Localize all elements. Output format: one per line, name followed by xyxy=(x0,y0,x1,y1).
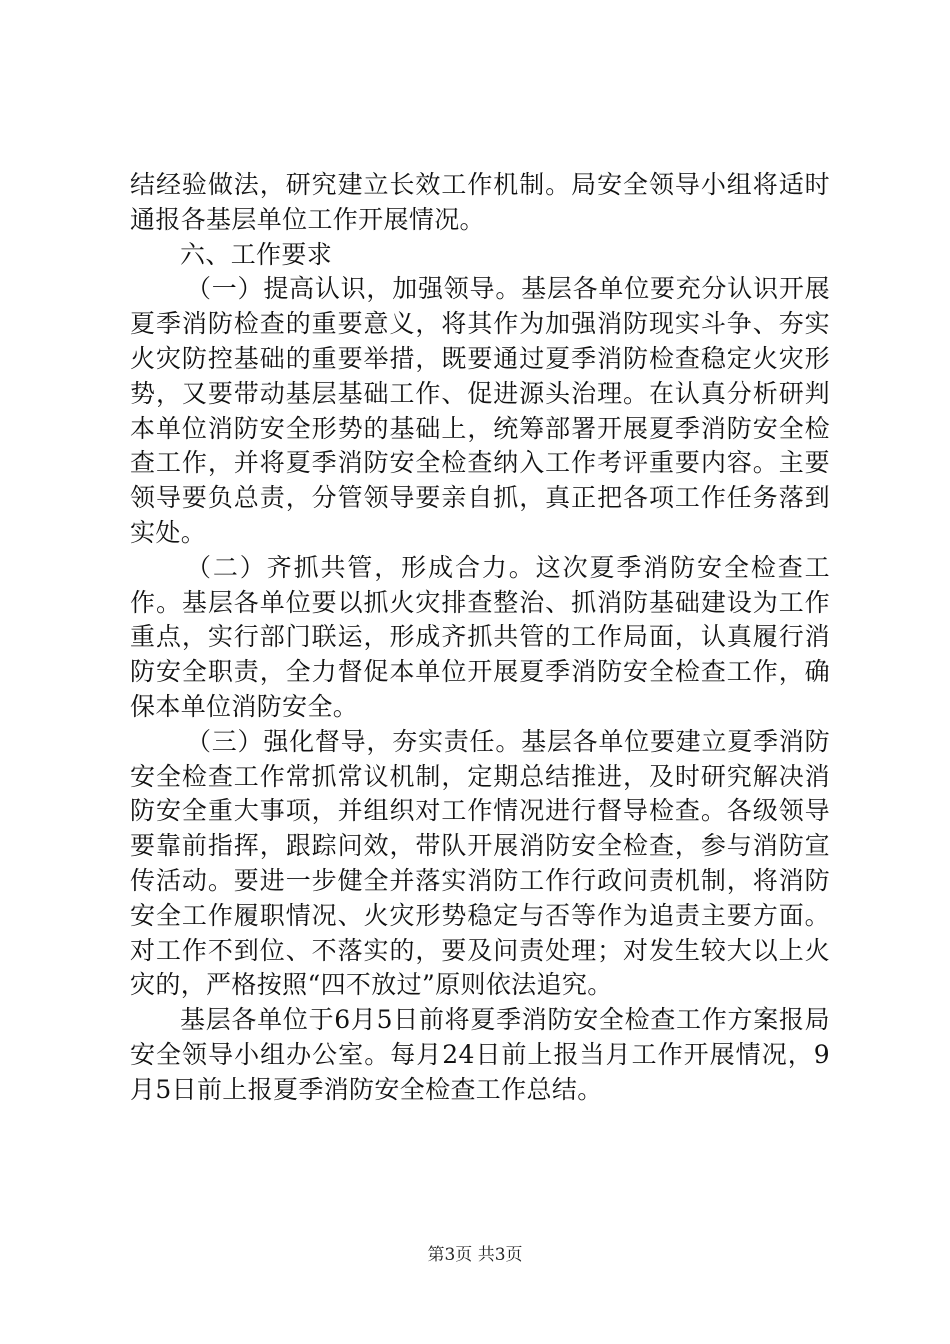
paragraph-requirement-3: （三）强化督导，夯实责任。基层各单位要建立夏季消防安全检查工作常抓常议机制，定期总结推进，及时研究解决消防安全重大事项，并组织对工作情况进行督导检查。各级领导要靠前指挥，跟踪问效，带队开展消防安全检查，参与消防宣传活动。要进一步健全并落实消防工作行政问责机制，将消防安全工作履职情况、火灾形势稳定与否等作为追责主要方面。对工作不到位、不落实的，要及问责处理；对发生较大以上火灾的，严格按照“四不放过”原则依法追究。 xyxy=(130,726,830,1000)
paragraph-continuation: 结经验做法，研究建立长效工作机制。局安全领导小组将适时通报各基层单位工作开展情况。 xyxy=(130,170,830,234)
paragraph-requirement-1: （一）提高认识，加强领导。基层各单位要充分认识开展夏季消防检查的重要意义，将其作为加强消防现实斗争、夯实火灾防控基础的重要举措，既要通过夏季消防检查稳定火灾形势，又要带动基层基础工作、促进源头治理。在认真分析研判本单位消防安全形势的基础上，统筹部署开展夏季消防安全检查工作，并将夏季消防安全检查纳入工作考评重要内容。主要领导要负总责，分管领导要亲自抓，真正把各项工作任务落到实处。 xyxy=(130,274,830,547)
page-footer xyxy=(0,1240,950,1265)
section-heading-work-requirements: 六、工作要求 xyxy=(180,239,333,269)
paragraph-requirement-2: （二）齐抓共管，形成合力。这次夏季消防安全检查工作。基层各单位要以抓火灾排查整治、抓消防基础建设为工作重点，实行部门联运，形成齐抓共管的工作局面，认真履行消防安全职责，全力督促本单位开展夏季消防安全检查工作，确保本单位消防安全。 xyxy=(130,552,830,721)
document-body xyxy=(130,168,830,1108)
paragraph-deadlines: 基层各单位于6月5日前将夏季消防安全检查工作方案报局安全领导小组办公室。每月24日前上报当月工作开展情况，9月5日前上报夏季消防安全检查工作总结。 xyxy=(130,1005,830,1104)
page-number-label: 第3页 共3页 xyxy=(427,1245,523,1265)
